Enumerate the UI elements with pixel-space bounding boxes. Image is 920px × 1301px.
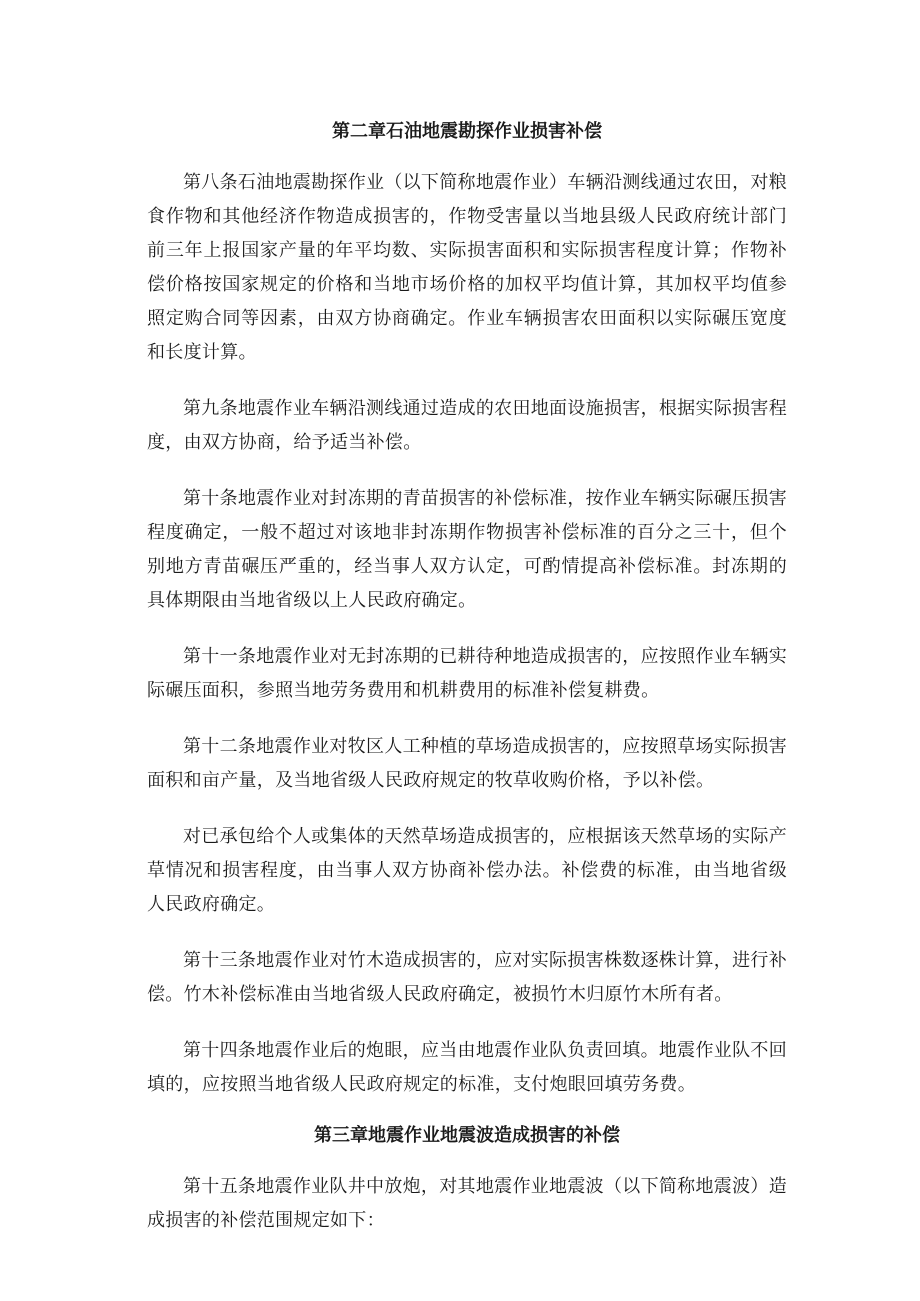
chapter-2-heading: 第二章石油地震勘探作业损害补偿 [332, 121, 602, 142]
article-14-paragraph: 第十四条地震作业后的炮眼，应当由地震作业队负责回填。地震作业队不回填的，应按照当地省级人民政府规定的标准，支付炮眼回填劳务费。 [147, 1040, 787, 1095]
article-13-paragraph: 第十三条地震作业对竹木造成损害的，应对实际损害株数逐株计算，进行补偿。竹木补偿标准由当地省级人民政府确定，被损竹木归原竹木所有者。 [147, 950, 787, 1005]
article-9-paragraph: 第九条地震作业车辆沿测线通过造成的农田地面设施损害，根据实际损害程度，由双方协商，给予适当补偿。 [147, 398, 787, 453]
chapter-3-heading: 第三章地震作业地震波造成损害的补偿 [314, 1125, 620, 1146]
article-8-paragraph: 第八条石油地震勘探作业（以下简称地震作业）车辆沿测线通过农田，对粮食作物和其他经济作物造成损害的，作物受害量以当地县级人民政府统计部门前三年上报国家产量的年平均数、实际损害面积和实际损害程度计算；作物补偿价格按国家规定的价格和当地市场价格的加权平均值计算，其加权平均值参照定购合同等因素，由双方协商确定。作业车辆损害农田面积以实际碾压宽度和长度计算。 [147, 172, 787, 363]
article-12-paragraph: 第十二条地震作业对牧区人工种植的草场造成损害的，应按照草场实际损害面积和亩产量，及当地省级人民政府规定的牧草收购价格，予以补偿。 [147, 736, 787, 791]
article-10-paragraph: 第十条地震作业对封冻期的青苗损害的补偿标准，按作业车辆实际碾压损害程度确定，一般不超过对该地非封冻期作物损害补偿标准的百分之三十，但个别地方青苗碾压严重的，经当事人双方认定，可酌情提高补偿标准。封冻期的具体期限由当地省级以上人民政府确定。 [147, 488, 787, 611]
article-15-paragraph: 第十五条地震作业队井中放炮，对其地震作业地震波（以下简称地震波）造成损害的补偿范围规定如下： [147, 1176, 787, 1231]
article-11-paragraph: 第十一条地震作业对无封冻期的已耕待种地造成损害的，应按照作业车辆实际碾压面积，参照当地劳务费用和机耕费用的标准补偿复耕费。 [147, 646, 787, 701]
document-body [147, 120, 787, 1260]
article-12-continuation-paragraph: 对已承包给个人或集体的天然草场造成损害的，应根据该天然草场的实际产草情况和损害程度，由当事人双方协商补偿办法。补偿费的标准，由当地省级人民政府确定。 [147, 826, 787, 915]
